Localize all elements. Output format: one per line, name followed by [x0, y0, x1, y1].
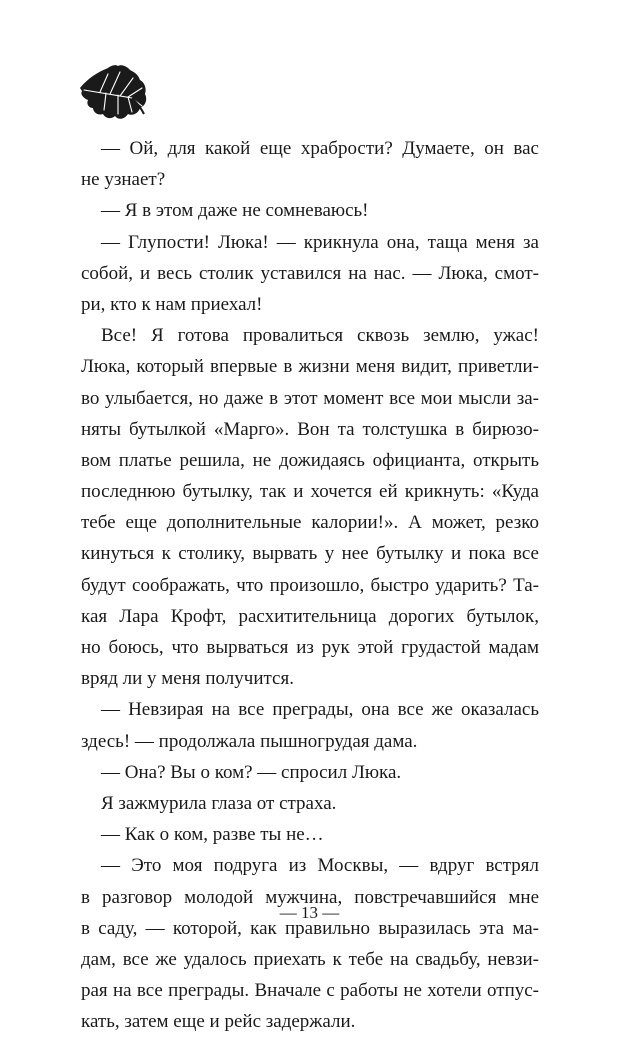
text-line: Все! Я готова провалиться сквозь землю, ужас! [101, 325, 539, 347]
text-line: здесь! — продолжала пышногрудая дама. [81, 730, 418, 752]
text-line: — Я в этом даже не сомневаюсь! [101, 200, 369, 222]
text-line: кинуться к столику, вырвать у нее бутылку и пока все [81, 543, 539, 565]
text-line: ри, кто к нам приехал! [81, 293, 263, 315]
text-line: не узнает? [81, 169, 166, 191]
text-line: последнюю бутылку, так и хочется ей крикнуть: «Куда [81, 481, 539, 503]
text-line: рая на все преграды. Вначале с работы не хотели отпус- [81, 980, 539, 1002]
text-line: кать, затем еще и рейс задержали. [81, 1011, 356, 1033]
text-line: будут соображать, что произошло, быстро ударить? Та- [81, 574, 539, 596]
text-line: — Это моя подруга из Москвы, — вдруг встрял [101, 855, 539, 877]
text-line: Люка, который впервые в жизни меня видит, приветли- [81, 356, 539, 378]
body-text [81, 133, 539, 1037]
text-line: няты бутылкой «Марго». Вон та толстушка в бирюзо- [81, 418, 539, 440]
text-line: в разговор молодой мужчина, повстречавшийся мне [81, 886, 539, 908]
text-line: — Ой, для какой еще храбрости? Думаете, он вас [101, 138, 539, 159]
text-line: — Как о ком, разве ты не… [101, 824, 324, 846]
text-line: вом платье решила, не дожидаясь официанта, открыть [81, 449, 539, 471]
text-line: Я зажмурила глаза от страха. [101, 792, 337, 814]
text-line: тебе еще дополнительные калории!». А может, резко [81, 512, 539, 534]
text-line: собой, и весь столик уставился на нас. — Люка, смот- [81, 262, 539, 284]
text-line: кая Лара Крофт, расхитительница дорогих бутылок, [81, 605, 539, 627]
text-line: — Она? Вы о ком? — спросил Люка. [101, 761, 402, 783]
text-line: — Невзирая на все преграды, она все же оказалась [101, 699, 539, 721]
text-line: но боюсь, что вырваться из рук этой грудастой мадам [81, 637, 539, 658]
page-number: — 13 — [279, 903, 340, 922]
leaf-ornament-icon [78, 62, 150, 122]
text-line: вряд ли у меня получится. [81, 668, 294, 690]
text-line: дам, все же удалось приехать к тебе на свадьбу, невзи- [81, 948, 539, 970]
text-line: во улыбается, но даже в этот момент все мои мысли за- [81, 387, 539, 409]
text-line: в саду, — которой, как правильно выразилась эта ма- [81, 917, 539, 939]
text-line: — Глупости! Люка! — крикнула она, таща меня за [101, 231, 539, 253]
